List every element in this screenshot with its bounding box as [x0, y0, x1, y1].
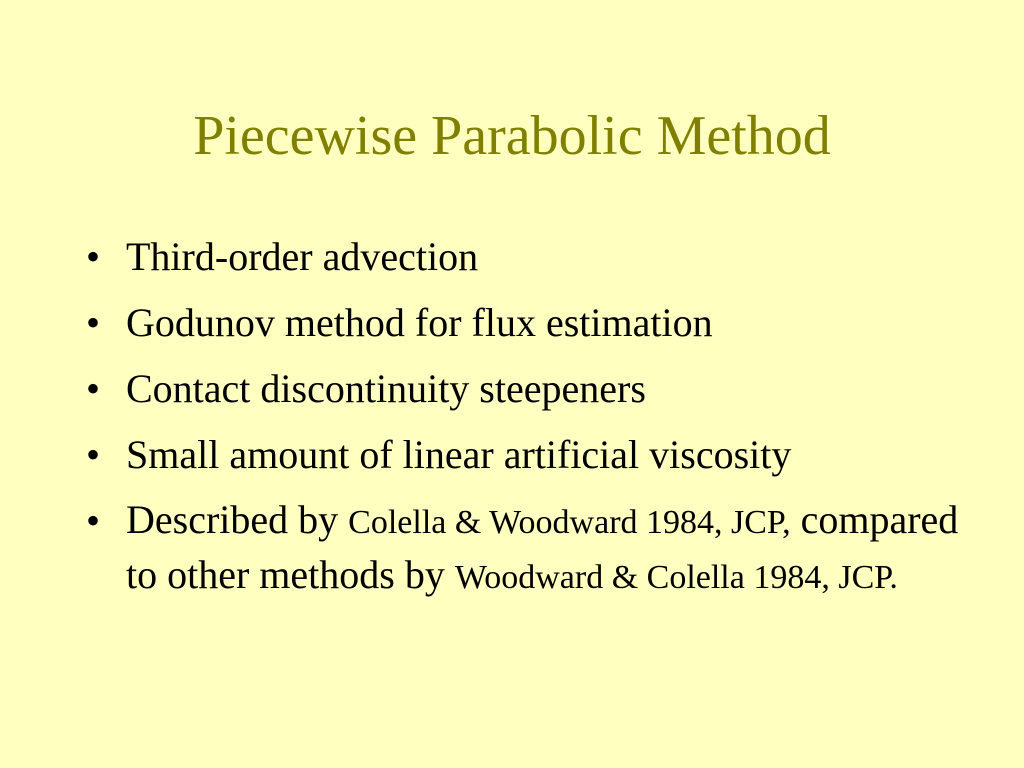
bullet-icon: • — [86, 300, 101, 345]
reference-woodward-colella: Woodward & Colella 1984, JCP. — [454, 559, 898, 596]
bullet-item-third-order-advection — [86, 230, 966, 284]
bullet-list — [86, 230, 966, 616]
bullet-text — [126, 497, 958, 597]
bullet-item-contact-steepeners — [86, 362, 966, 416]
bullet-text: Third-order advection — [126, 234, 479, 279]
bullet-icon: • — [86, 432, 101, 477]
described-by-text: Described by — [126, 497, 349, 542]
bullet-text: Contact discontinuity steepeners — [126, 366, 646, 411]
bullet-text: Small amount of linear artificial viscosity — [126, 432, 792, 477]
compared-text: compared to other methods by — [126, 497, 959, 597]
bullet-item-described-by — [86, 494, 966, 604]
bullet-item-godunov-method — [86, 296, 966, 350]
reference-colella-woodward: Colella & Woodward 1984, JCP, — [348, 504, 791, 541]
bullet-icon: • — [86, 234, 101, 279]
bullet-item-artificial-viscosity — [86, 428, 966, 482]
bullet-text: Godunov method for flux estimation — [126, 300, 713, 345]
bullet-icon: • — [86, 366, 101, 411]
bullet-icon: • — [86, 498, 101, 543]
slide-title: Piecewise Parabolic Method — [193, 105, 831, 167]
